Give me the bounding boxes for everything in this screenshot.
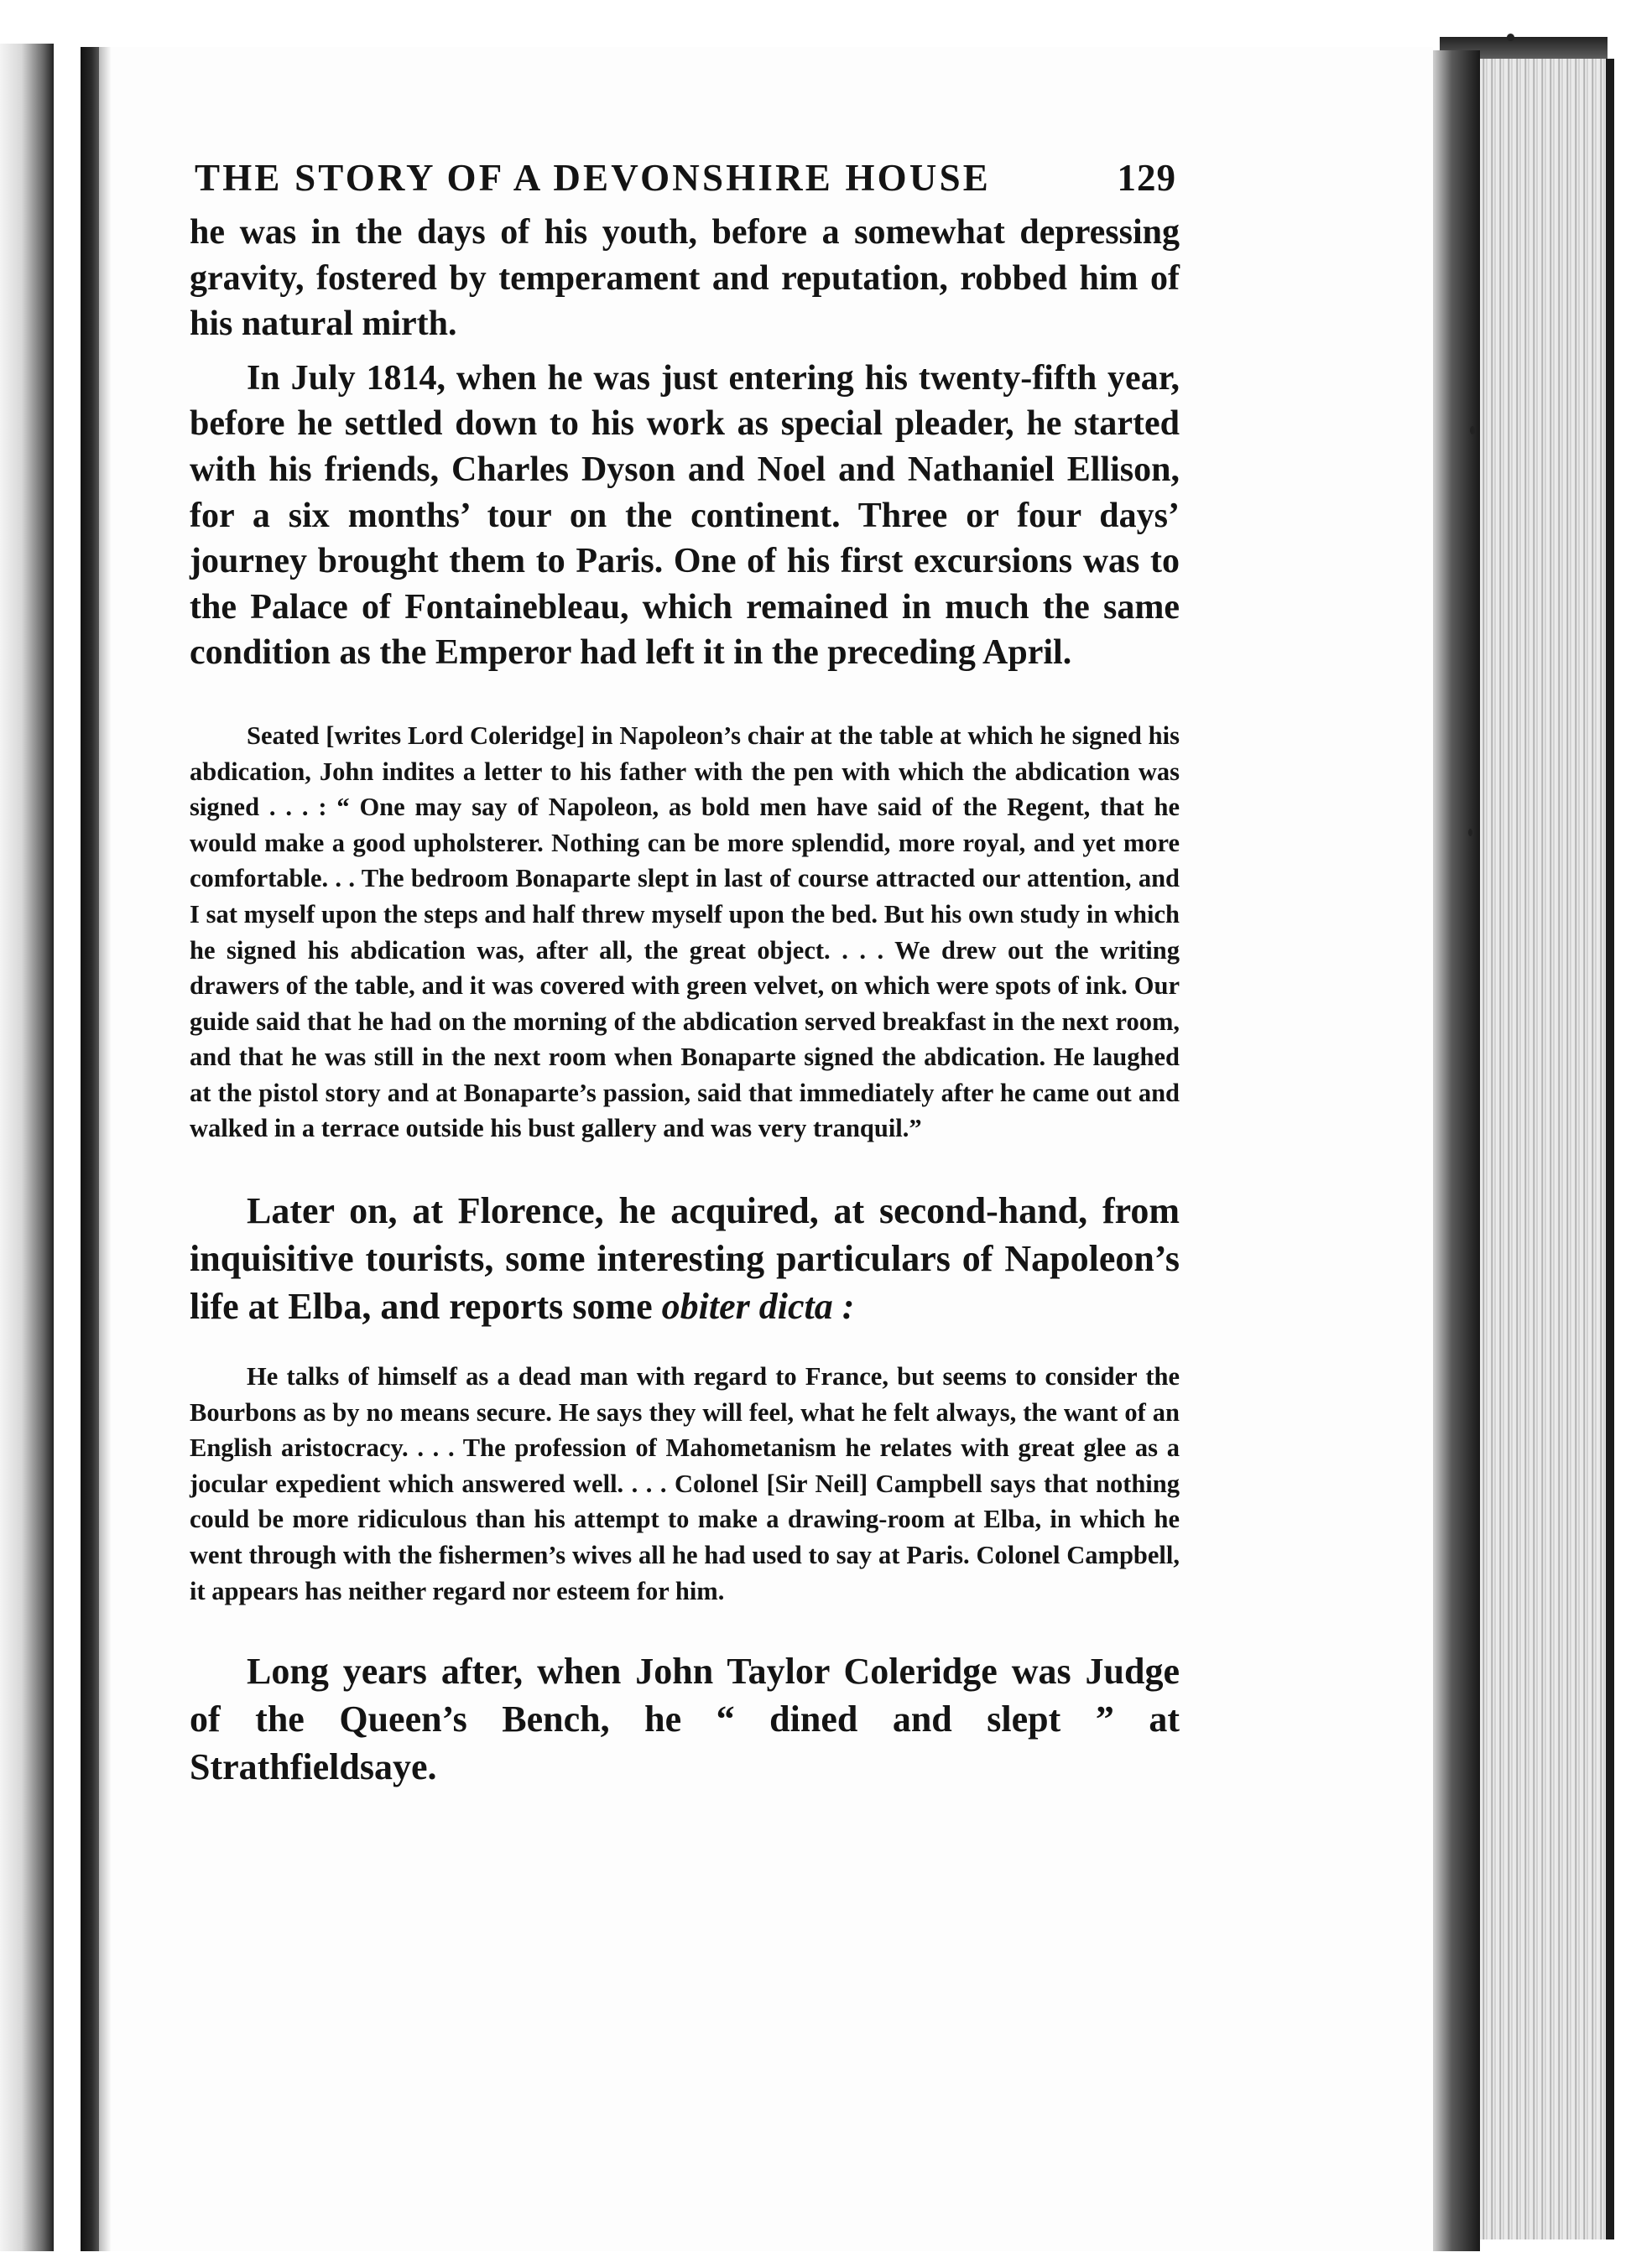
block-quote-fontainebleau: Seated [writes Lord Coleridge] in Napoleon’s chair at the table at which he signed his abdication, John indites a letter to his father with the pen with which the abdication was signed . . . : “ One may say of Napoleon, as bold men have said of the Regent, that he would make a good upholsterer. Nothing can be more splendid, more royal, and yet more comfortable. . . The bedroom Bonaparte slept in last of course attracted our attention, and I sat myself upon the steps and half threw myself upon the bed. But his own study in which he signed his abdication was, after all, the great object. . . . We drew out the writing drawers of the table, and it was covered with green velvet, on which were spots of ink. Our guide said that he had on the morning of the abdication served breakfast in the next room, and that he was still in the next room when Bonaparte signed the abdication. He laughed at the pistol story and at Bonaparte’s passion, said that immediately after he came out and walked in a terrace outside his bust gallery and was very tranquil.”	[190, 720, 1180, 1143]
spine-highlight	[99, 47, 111, 2251]
paragraph-florence-text: Later on, at Florence, he acquired, at second-hand, from inquisitive tourists, some interesting particulars of Napoleon’s life at Elba, and reports some	[190, 1190, 1180, 1328]
dust-speck	[1470, 426, 1475, 434]
running-title: THE STORY OF A DEVONSHIRE HOUSE	[195, 157, 992, 199]
paragraph-paris-tour: In July 1814, when he was just entering his twenty-fifth year, before he settled down to his work as special pleader, he started with his friends, Charles Dyson and Noel and Nathaniel Ellison, for a six months’ tour on the continent. Three or four days’ journey brought them to Paris. One of his first excursions was to the Palace of Fontainebleau, which remained in much the same condition as the Emperor had left it in the preceding April.	[190, 358, 1180, 673]
page-text	[190, 156, 1180, 1791]
dust-speck	[1507, 34, 1514, 41]
page-edge-stack	[1480, 59, 1614, 2239]
obiter-dicta-italic: obiter dicta :	[661, 1286, 855, 1328]
page-edge-shadow	[1433, 50, 1480, 2251]
paragraph-continued: he was in the days of his youth, before a somewhat depressing gravity, fostered by temperament and reputation, robbed him of his natural mirth.	[190, 213, 1180, 344]
dust-speck	[1468, 829, 1472, 836]
binding-shadow	[0, 44, 54, 2251]
spine-edge	[81, 47, 99, 2251]
running-head	[195, 156, 1180, 200]
page-number: 129	[1117, 157, 1176, 199]
block-quote-elba: He talks of himself as a dead man with regard to France, but seems to consider the Bourbons as by no means secure. He says they will feel, what he felt always, the want of an English aristocracy. . . . The profession of Mahometanism he relates with great glee as a jocular expedient which answered well. . . . Colonel [Sir Neil] Campbell says that nothing could be more ridiculous than his attempt to make a drawing-room at Elba, in which he went through with the fishermen’s wives all he had used to say at Paris. Colonel Campbell, it appears has neither regard nor esteem for him.	[190, 1362, 1180, 1605]
paragraph-florence	[190, 1187, 1180, 1330]
paragraph-strathfieldsaye: Long years after, when John Taylor Coleridge was Judge of the Queen’s Bench, he “ dined and slept ” at Strathfieldsaye.	[190, 1651, 1180, 1788]
